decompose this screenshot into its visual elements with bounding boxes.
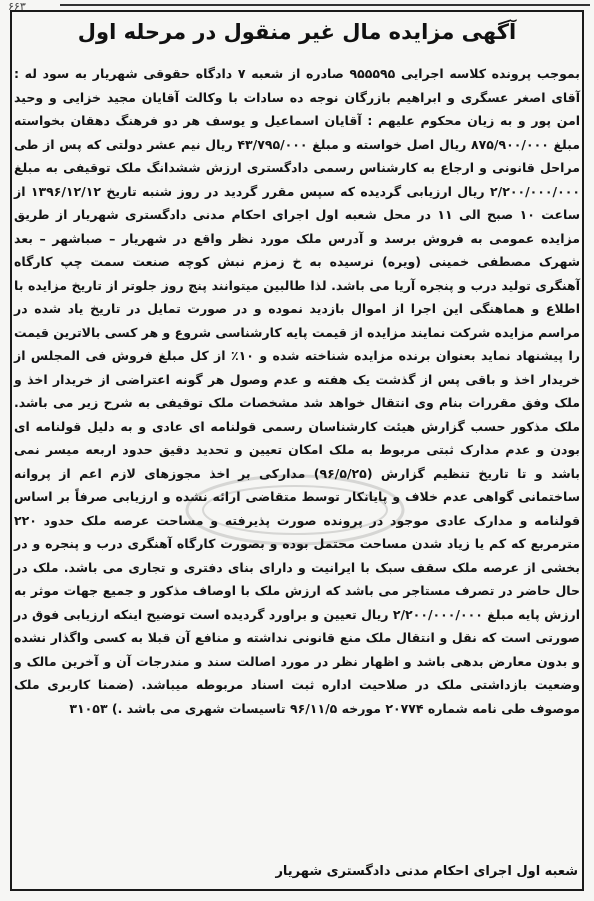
page-number: ۶۶۳: [8, 0, 26, 13]
notice-body: بموجب پرونده کلاسه اجرایی ۹۵۵۵۹۵ صادره از شعبه ۷ دادگاه حقوقی شهریار به سود له : آقای اصغر عسگری و ابراهیم بازرگان نوجه ده سادات با وکالت آقایان مجید خزایی و وحید امن پور و به زیان محکوم علیهم : آقایان اسماعیل و یوسف هر دو فرهنگ دهقان بخواسته مبلغ ۸۷۵/۹۰۰/۰۰۰ ریال اصل خواسته و مبلغ ۴۳/۷۹۵/۰۰۰ ریال نیم عشر دولتی که پس از طی مراحل قانونی و ارجاع به کارشناس رسمی دادگستری ارزش ششدانگ ملک توقیفی به مبلغ ۲/۲۰۰/۰۰۰/۰۰۰ ریال ارزیابی گردیده که سپس مقرر گردید در روز شنبه تاریخ ۱۳۹۶/۱۲/۱۲ از ساعت ۱۰ صبح الی ۱۱ در محل شعبه اول اجرای احکام مدنی دادگستری شهریار از طریق مزایده عمومی به فروش برسد و آدرس ملک مورد نظر واقع در شهریار – صباشهر – بعد شهرک مصطفی خمینی (ویره) نرسیده به خ زمزم نبش کوچه صنعت سمت چپ کارگاه آهنگری تولید درب و پنجره آریا می باشد. لذا طالبین میتوانند پنج روز جلوتر از تاریخ مزایده با اطلاع و هماهنگی این اجرا از اموال بازدید نموده و در صورت تمایل در تاریخ یاد شده در مراسم مزایده شرکت نمایند مزایده از قیمت پایه کارشناسی شروع و هر کسی بالاترین قیمت را پیشنهاد نماید بعنوان برنده مزایده شناخته شده و ۱۰٪ از کل مبلغ فروش فی المجلس از خریدار اخذ و باقی پس از گذشت یک هفته و عدم وصول هر گونه اعتراضی از خریدار اخذ و ملک وفق مقررات بنام وی انتقال خواهد شد مشخصات ملک توقیفی به شرح زیر می باشد. ملک مذکور حسب گزارش هیئت کارشناسان رسمی قولنامه ای عادی و به دلیل قولنامه ای بودن و عدم مدارک ثبتی مربوط به ملک امکان تعیین و تحدید دقیق حدود اربعه میسر نمی باشد و تا تاریخ تنظیم گزارش (۹۶/۵/۲۵) مدارکی بر اخذ مجوزهای لازم اعم از پروانه ساختمانی گواهی عدم خلاف و پایانکار توسط متقاضی ارائه نشده و ارزیابی صرفاً بر اساس قولنامه و مدارک عادی موجود در پرونده صورت پذیرفته و مساحت عرصه ملک حدود ۲۲۰ مترمربع که کم یا زیاد شدن مساحت محتمل بوده و بصورت کارگاه آهنگری درب و پنجره و در بخشی از عرصه ملک سقف سبک با ایرانیت و دارای بنای دفتری و تجاری می باشد. ملک در حال حاضر در تصرف مستاجر می باشد که ارزش ملک با اوصاف مذکور و جمیع جهات موثر به ارزش پایه مبلغ ۲/۲۰۰/۰۰۰/۰۰۰ ریال تعیین و براورد گردیده است توضیح اینکه ارزیابی فوق در صورتی است که نقل و انتقال ملک منع قانونی نداشته و منافع آن قبلا به کسی واگذار نشده و بدون معارض بدهی باشد و اظهار نظر در مورد اصالت سند و مندرجات آن و آخرین مالک و وضعیت بازداشتی ملک در صلاحیت اداره ثبت اسناد مربوطه میباشد. (ضمنا کاربری ملک موصوف طی نامه شماره ۲۰۷۷۴ مورخه ۹۶/۱۱/۵ تاسیسات شهری می باشد .) ۳۱۰۵۳: [14, 66, 581, 716]
top-divider: [60, 4, 590, 6]
issuer-signature: شعبه اول اجرای احکام مدنی دادگستری شهریار: [275, 864, 578, 879]
notice-title: آگهی مزایده مال غیر منقول در مرحله اول: [77, 20, 517, 44]
